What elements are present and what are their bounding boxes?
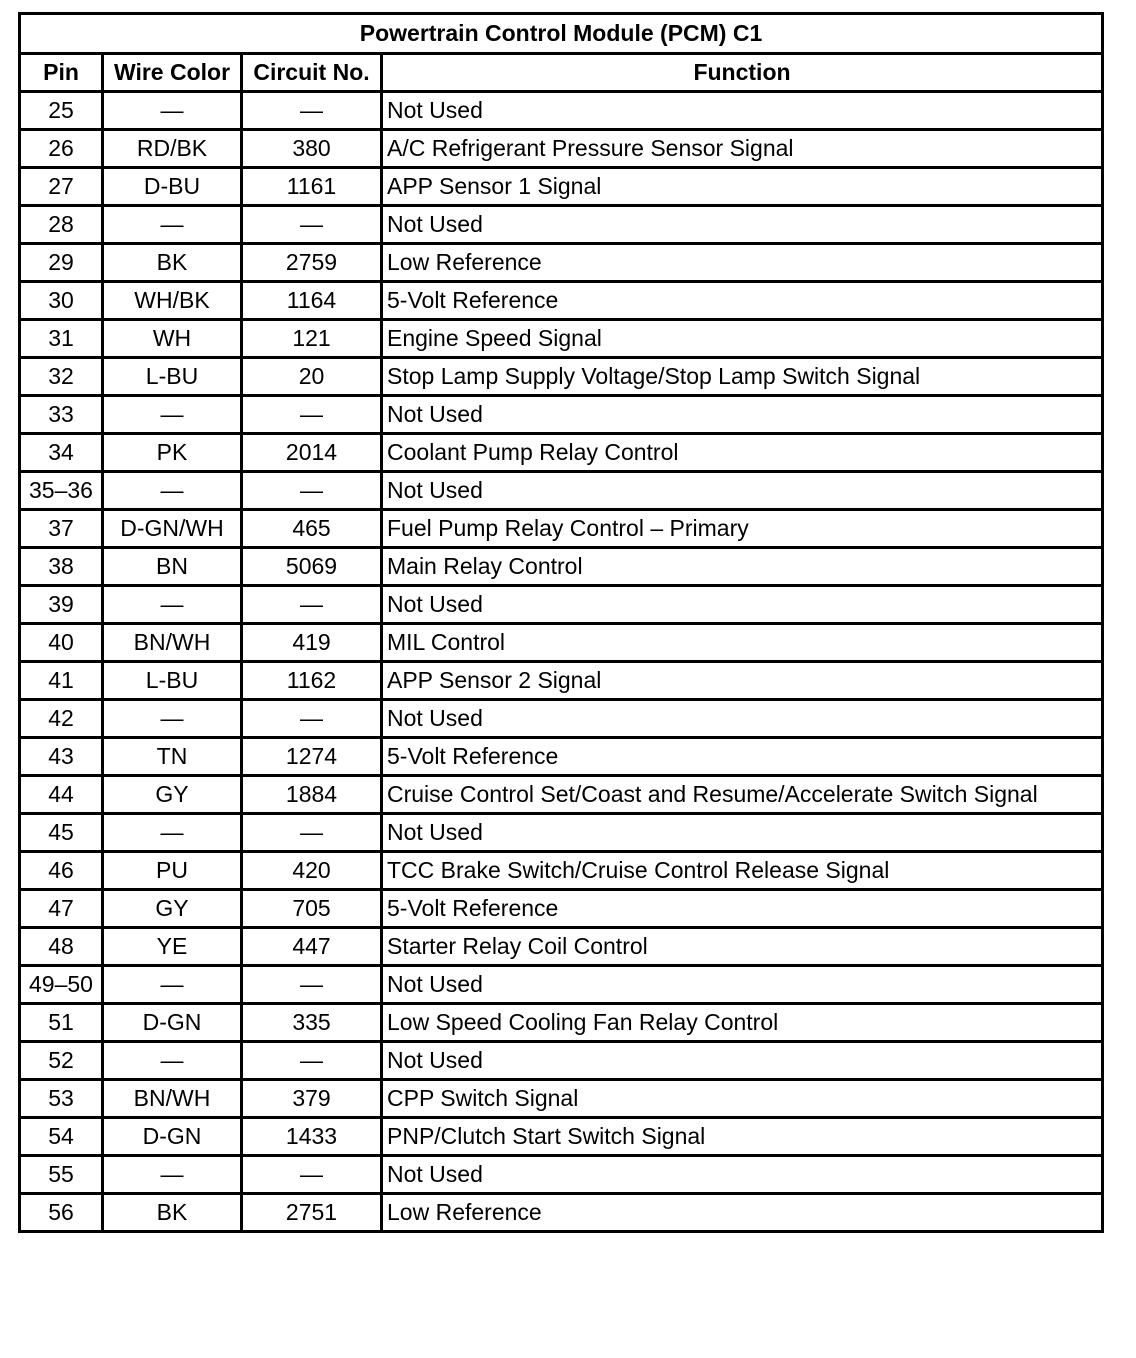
circuit-no-cell: 1162 — [242, 662, 382, 700]
wire-color-cell: WH/BK — [103, 282, 242, 320]
table-row — [20, 320, 1103, 358]
circuit-no-cell: 20 — [242, 358, 382, 396]
header-pin: Pin — [20, 54, 103, 92]
circuit-no-cell: 1884 — [242, 776, 382, 814]
function-cell: Not Used — [382, 396, 1103, 434]
pin-cell: 48 — [20, 928, 103, 966]
circuit-no-cell: 379 — [242, 1080, 382, 1118]
circuit-no-cell: 1274 — [242, 738, 382, 776]
header-wire-color: Wire Color — [103, 54, 242, 92]
wire-color-cell: RD/BK — [103, 130, 242, 168]
table-row — [20, 700, 1103, 738]
wire-color-cell: — — [103, 396, 242, 434]
pin-cell: 43 — [20, 738, 103, 776]
table-row — [20, 1042, 1103, 1080]
circuit-no-cell: 1164 — [242, 282, 382, 320]
pin-cell: 33 — [20, 396, 103, 434]
function-cell: Main Relay Control — [382, 548, 1103, 586]
circuit-no-cell: 380 — [242, 130, 382, 168]
circuit-no-cell: — — [242, 1156, 382, 1194]
function-cell: Engine Speed Signal — [382, 320, 1103, 358]
pin-cell: 56 — [20, 1194, 103, 1232]
wire-color-cell: — — [103, 472, 242, 510]
table-row — [20, 358, 1103, 396]
wire-color-cell: BK — [103, 1194, 242, 1232]
function-cell: Low Speed Cooling Fan Relay Control — [382, 1004, 1103, 1042]
pin-cell: 31 — [20, 320, 103, 358]
wire-color-cell: — — [103, 586, 242, 624]
pin-cell: 26 — [20, 130, 103, 168]
pin-cell: 37 — [20, 510, 103, 548]
wire-color-cell: BN — [103, 548, 242, 586]
wire-color-cell: D-GN/WH — [103, 510, 242, 548]
table-title: Powertrain Control Module (PCM) C1 — [20, 14, 1103, 54]
function-cell: Cruise Control Set/Coast and Resume/Accelerate Switch Signal — [382, 776, 1103, 814]
table-row — [20, 1156, 1103, 1194]
table-row — [20, 130, 1103, 168]
header-row — [20, 54, 1103, 92]
function-cell: MIL Control — [382, 624, 1103, 662]
table-row — [20, 1118, 1103, 1156]
pin-cell: 46 — [20, 852, 103, 890]
function-cell: Stop Lamp Supply Voltage/Stop Lamp Switch Signal — [382, 358, 1103, 396]
pin-cell: 54 — [20, 1118, 103, 1156]
table-row — [20, 92, 1103, 130]
wire-color-cell: GY — [103, 776, 242, 814]
table-row — [20, 624, 1103, 662]
wire-color-cell: PU — [103, 852, 242, 890]
function-cell: A/C Refrigerant Pressure Sensor Signal — [382, 130, 1103, 168]
table-row — [20, 1004, 1103, 1042]
pin-cell: 32 — [20, 358, 103, 396]
table-row — [20, 510, 1103, 548]
table-row — [20, 168, 1103, 206]
circuit-no-cell: 335 — [242, 1004, 382, 1042]
circuit-no-cell: 420 — [242, 852, 382, 890]
table-row — [20, 776, 1103, 814]
table-row — [20, 814, 1103, 852]
function-cell: 5-Volt Reference — [382, 890, 1103, 928]
title-row — [20, 14, 1103, 54]
function-cell: APP Sensor 1 Signal — [382, 168, 1103, 206]
pin-cell: 28 — [20, 206, 103, 244]
table-row — [20, 206, 1103, 244]
function-cell: Not Used — [382, 92, 1103, 130]
function-cell: Not Used — [382, 966, 1103, 1004]
pin-cell: 35–36 — [20, 472, 103, 510]
wire-color-cell: BN/WH — [103, 1080, 242, 1118]
circuit-no-cell: 121 — [242, 320, 382, 358]
wire-color-cell: — — [103, 700, 242, 738]
table-body — [20, 92, 1103, 1232]
wire-color-cell: TN — [103, 738, 242, 776]
wire-color-cell: L-BU — [103, 662, 242, 700]
circuit-no-cell: — — [242, 966, 382, 1004]
pin-cell: 42 — [20, 700, 103, 738]
table-row — [20, 282, 1103, 320]
table-row — [20, 472, 1103, 510]
pin-cell: 40 — [20, 624, 103, 662]
pcm-connector-table — [18, 12, 1104, 1233]
function-cell: Low Reference — [382, 244, 1103, 282]
pin-cell: 29 — [20, 244, 103, 282]
function-cell: Not Used — [382, 206, 1103, 244]
function-cell: Starter Relay Coil Control — [382, 928, 1103, 966]
wire-color-cell: — — [103, 966, 242, 1004]
wire-color-cell: D-BU — [103, 168, 242, 206]
wire-color-cell: — — [103, 92, 242, 130]
function-cell: Not Used — [382, 1042, 1103, 1080]
pin-cell: 34 — [20, 434, 103, 472]
wire-color-cell: L-BU — [103, 358, 242, 396]
wire-color-cell: BK — [103, 244, 242, 282]
pin-cell: 53 — [20, 1080, 103, 1118]
circuit-no-cell: 1161 — [242, 168, 382, 206]
pin-cell: 52 — [20, 1042, 103, 1080]
pin-cell: 41 — [20, 662, 103, 700]
wire-color-cell: GY — [103, 890, 242, 928]
function-cell: Low Reference — [382, 1194, 1103, 1232]
function-cell: CPP Switch Signal — [382, 1080, 1103, 1118]
function-cell: Not Used — [382, 814, 1103, 852]
circuit-no-cell: — — [242, 92, 382, 130]
table-row — [20, 852, 1103, 890]
function-cell: 5-Volt Reference — [382, 282, 1103, 320]
table-row — [20, 1080, 1103, 1118]
wire-color-cell: BN/WH — [103, 624, 242, 662]
function-cell: Coolant Pump Relay Control — [382, 434, 1103, 472]
circuit-no-cell: 447 — [242, 928, 382, 966]
pin-cell: 30 — [20, 282, 103, 320]
wire-color-cell: PK — [103, 434, 242, 472]
table-row — [20, 928, 1103, 966]
circuit-no-cell: 1433 — [242, 1118, 382, 1156]
table-row — [20, 396, 1103, 434]
circuit-no-cell: 2751 — [242, 1194, 382, 1232]
wire-color-cell: — — [103, 1156, 242, 1194]
circuit-no-cell: — — [242, 700, 382, 738]
wire-color-cell: D-GN — [103, 1118, 242, 1156]
pin-cell: 49–50 — [20, 966, 103, 1004]
wire-color-cell: — — [103, 206, 242, 244]
table-row — [20, 738, 1103, 776]
pin-cell: 51 — [20, 1004, 103, 1042]
table-row — [20, 434, 1103, 472]
function-cell: Not Used — [382, 472, 1103, 510]
circuit-no-cell: 2759 — [242, 244, 382, 282]
function-cell: APP Sensor 2 Signal — [382, 662, 1103, 700]
wire-color-cell: YE — [103, 928, 242, 966]
circuit-no-cell: — — [242, 206, 382, 244]
circuit-no-cell: — — [242, 586, 382, 624]
pin-cell: 44 — [20, 776, 103, 814]
pin-cell: 27 — [20, 168, 103, 206]
pin-cell: 47 — [20, 890, 103, 928]
wire-color-cell: — — [103, 1042, 242, 1080]
function-cell: Not Used — [382, 586, 1103, 624]
table-row — [20, 586, 1103, 624]
pin-cell: 25 — [20, 92, 103, 130]
header-function: Function — [382, 54, 1103, 92]
table-row — [20, 1194, 1103, 1232]
pin-cell: 38 — [20, 548, 103, 586]
wire-color-cell: — — [103, 814, 242, 852]
header-circuit-no: Circuit No. — [242, 54, 382, 92]
circuit-no-cell: 5069 — [242, 548, 382, 586]
circuit-no-cell: — — [242, 1042, 382, 1080]
circuit-no-cell: 465 — [242, 510, 382, 548]
circuit-no-cell: 419 — [242, 624, 382, 662]
table-row — [20, 244, 1103, 282]
wire-color-cell: WH — [103, 320, 242, 358]
circuit-no-cell: — — [242, 472, 382, 510]
pin-cell: 55 — [20, 1156, 103, 1194]
circuit-no-cell: 705 — [242, 890, 382, 928]
pin-cell: 45 — [20, 814, 103, 852]
table-row — [20, 890, 1103, 928]
function-cell: 5-Volt Reference — [382, 738, 1103, 776]
function-cell: TCC Brake Switch/Cruise Control Release Signal — [382, 852, 1103, 890]
circuit-no-cell: 2014 — [242, 434, 382, 472]
circuit-no-cell: — — [242, 814, 382, 852]
table-row — [20, 966, 1103, 1004]
function-cell: Fuel Pump Relay Control – Primary — [382, 510, 1103, 548]
function-cell: PNP/Clutch Start Switch Signal — [382, 1118, 1103, 1156]
circuit-no-cell: — — [242, 396, 382, 434]
pin-cell: 39 — [20, 586, 103, 624]
function-cell: Not Used — [382, 700, 1103, 738]
table-row — [20, 662, 1103, 700]
function-cell: Not Used — [382, 1156, 1103, 1194]
wire-color-cell: D-GN — [103, 1004, 242, 1042]
table-row — [20, 548, 1103, 586]
